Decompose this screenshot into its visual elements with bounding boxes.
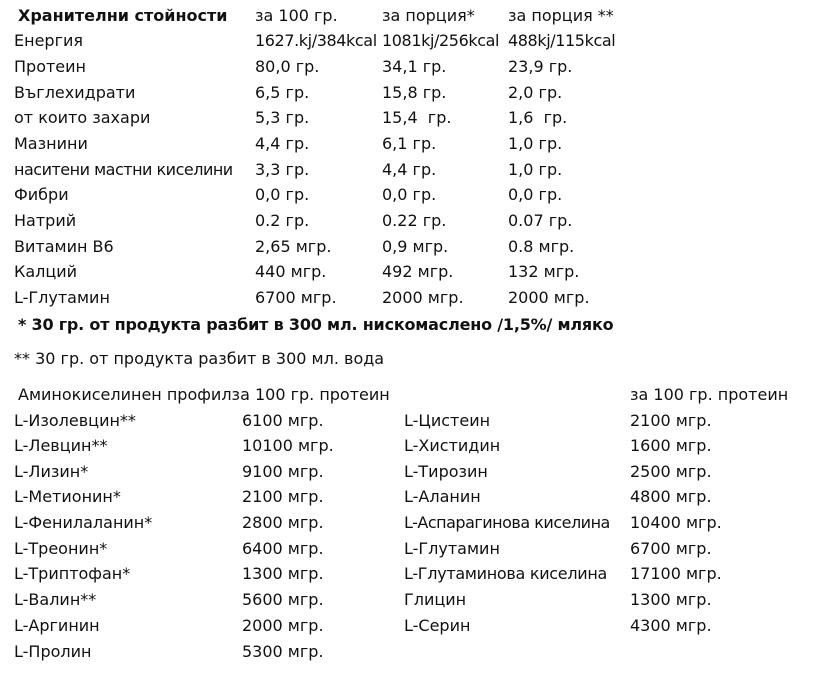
nutrient-per-100g: 80,0 гр. — [255, 57, 320, 76]
amino-value: 6400 мгр. — [242, 539, 324, 558]
amino-name: L-Треонин* — [14, 539, 108, 558]
amino-name: L-Пролин — [14, 642, 92, 661]
nutrient-name: L-Глутамин — [14, 288, 110, 307]
nutrient-name: Фибри — [14, 185, 69, 204]
amino-value: 1600 мгр. — [630, 436, 712, 455]
nutrient-per-100g: 0,0 гр. — [255, 185, 310, 204]
amino-name: L-Левцин** — [14, 436, 108, 455]
amino-value: 5600 мгр. — [242, 590, 324, 609]
nutrient-per-serving: 0,0 гр. — [382, 185, 437, 204]
nutrient-per-serving: 34,1 гр. — [382, 57, 447, 76]
footnote-water: ** 30 гр. от продукта разбит в 300 мл. вода — [14, 349, 385, 368]
amino-name: L-Глутамин — [404, 539, 500, 558]
nutrient-per-100g: 6,5 гр. — [255, 83, 310, 102]
amino-value: 5300 мгр. — [242, 642, 324, 661]
amino-value: 1300 мгр. — [242, 564, 324, 583]
amino-profile-title: Аминокиселинен профилза 100 гр. протеин — [18, 385, 390, 404]
nutrient-name: Калций — [14, 262, 78, 281]
nutrient-per-serving: 2000 мгр. — [382, 288, 464, 307]
amino-name: L-Глутаминова киселина — [404, 564, 608, 583]
amino-name: L-Изолевцин** — [14, 411, 136, 430]
nutrient-per-serving-2: 0.8 мгр. — [508, 237, 575, 256]
nutrient-per-serving: 0,9 мгр. — [382, 237, 449, 256]
amino-name: L-Фенилаланин* — [14, 513, 153, 532]
nutrient-per-serving: 15,8 гр. — [382, 83, 447, 102]
nutrient-per-serving-2: 23,9 гр. — [508, 57, 573, 76]
nutrient-per-serving-2: 488kj/115kcal — [508, 31, 616, 50]
amino-right-header: за 100 гр. протеин — [630, 385, 789, 404]
amino-value: 2100 мгр. — [242, 487, 324, 506]
amino-name: L-Аргинин — [14, 616, 100, 635]
amino-name: Глицин — [404, 590, 467, 609]
amino-value: 9100 мгр. — [242, 462, 324, 481]
amino-value: 4300 мгр. — [630, 616, 712, 635]
amino-value: 6700 мгр. — [630, 539, 712, 558]
nutrient-per-100g: 0.2 гр. — [255, 211, 310, 230]
nutrient-per-serving-2: 1,6 гр. — [508, 108, 568, 127]
amino-name: L-Триптофан* — [14, 564, 131, 583]
nutrient-name: Натрий — [14, 211, 77, 230]
nutrient-per-100g: 440 мгр. — [255, 262, 327, 281]
amino-value: 10400 мгр. — [630, 513, 722, 532]
footnote-milk: * 30 гр. от продукта разбит в 300 мл. нискомаслено /1,5%/ мляко — [18, 315, 614, 334]
amino-name: L-Аспарагинова киселина — [404, 513, 610, 532]
nutrient-per-serving: 4,4 гр. — [382, 160, 437, 179]
nutrient-per-serving-2: 1,0 гр. — [508, 134, 563, 153]
header-per-100g: за 100 гр. — [255, 6, 338, 25]
amino-value: 4800 мгр. — [630, 487, 712, 506]
amino-name: L-Серин — [404, 616, 471, 635]
nutrient-per-serving: 6,1 гр. — [382, 134, 437, 153]
nutrition-title: Хранителни стойности — [18, 6, 228, 25]
nutrient-per-100g: 5,3 гр. — [255, 108, 310, 127]
nutrient-name: Витамин В6 — [14, 237, 114, 256]
header-per-serving: за порция* — [382, 6, 475, 25]
amino-name: L-Валин** — [14, 590, 97, 609]
nutrient-per-serving-2: 0,0 гр. — [508, 185, 563, 204]
nutrient-per-serving-2: 2000 мгр. — [508, 288, 590, 307]
nutrient-per-serving-2: 132 мгр. — [508, 262, 580, 281]
amino-value: 2800 мгр. — [242, 513, 324, 532]
amino-value: 17100 мгр. — [630, 564, 722, 583]
amino-name: L-Метионин* — [14, 487, 121, 506]
nutrient-per-100g: 1627.kj/384kcal — [255, 31, 377, 50]
amino-name: L-Хистидин — [404, 436, 501, 455]
amino-value: 2500 мгр. — [630, 462, 712, 481]
amino-value: 2000 мгр. — [242, 616, 324, 635]
amino-value: 2100 мгр. — [630, 411, 712, 430]
amino-name: L-Лизин* — [14, 462, 89, 481]
amino-name: L-Цистеин — [404, 411, 491, 430]
nutrient-name: Протеин — [14, 57, 86, 76]
amino-value: 6100 мгр. — [242, 411, 324, 430]
nutrient-per-100g: 3,3 гр. — [255, 160, 310, 179]
nutrient-per-serving: 1081kj/256kcal — [382, 31, 500, 50]
nutrient-per-serving: 492 мгр. — [382, 262, 454, 281]
nutrient-per-100g: 2,65 мгр. — [255, 237, 332, 256]
amino-name: L-Тирозин — [404, 462, 488, 481]
nutrient-name: Мазнини — [14, 134, 88, 153]
nutrient-name: Въглехидрати — [14, 83, 136, 102]
nutrient-per-100g: 6700 мгр. — [255, 288, 337, 307]
amino-name: L-Аланин — [404, 487, 481, 506]
nutrient-per-serving: 15,4 гр. — [382, 108, 452, 127]
nutrient-per-serving: 0.22 гр. — [382, 211, 447, 230]
nutrient-per-serving-2: 1,0 гр. — [508, 160, 563, 179]
amino-value: 10100 мгр. — [242, 436, 334, 455]
amino-value: 1300 мгр. — [630, 590, 712, 609]
nutrient-per-serving-2: 0.07 гр. — [508, 211, 573, 230]
nutrient-name: от които захари — [14, 108, 151, 127]
nutrient-per-serving-2: 2,0 гр. — [508, 83, 563, 102]
nutrient-name: Енергия — [14, 31, 83, 50]
header-per-serving-2: за порция ** — [508, 6, 614, 25]
nutrient-name: наситени мастни киселини — [14, 160, 233, 179]
nutrient-per-100g: 4,4 гр. — [255, 134, 310, 153]
